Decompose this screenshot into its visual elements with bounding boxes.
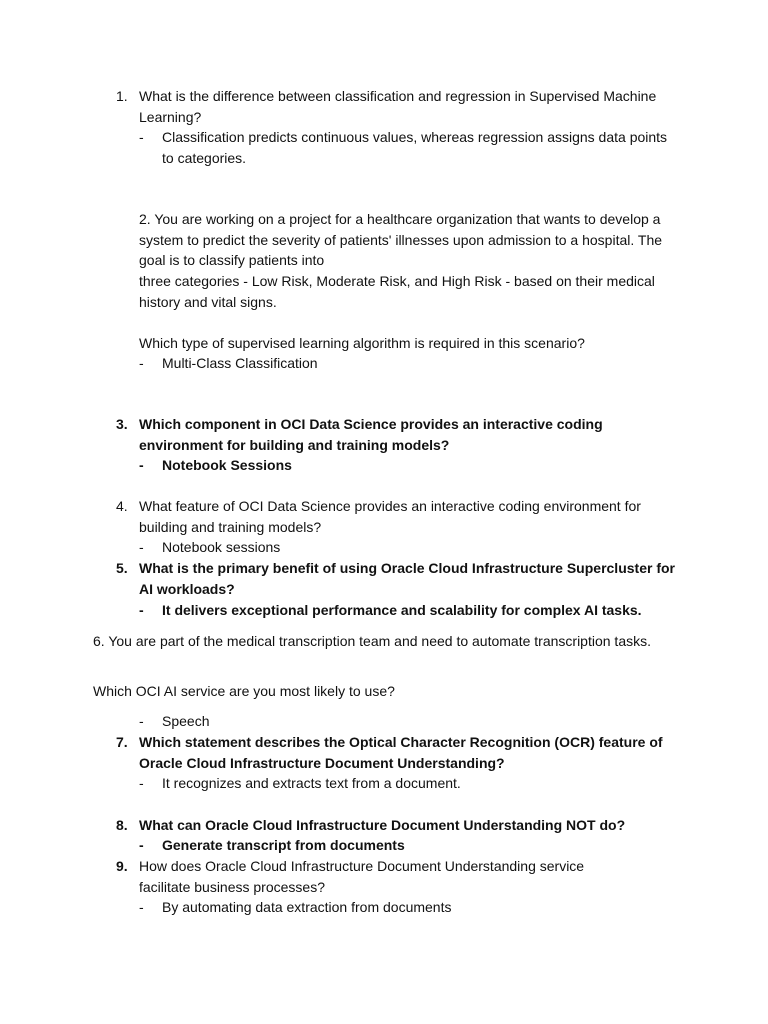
answer-text: Multi-Class Classification xyxy=(162,355,318,371)
question-text: What is the difference between classification and regression in Supervised Machine Learning? xyxy=(139,88,657,125)
answer-text: Classification predicts continuous values, whereas regression assigns data points to categories. xyxy=(162,129,668,166)
question-2-intro-continued: three categories - Low Risk, Moderate Risk, and High Risk - based on their medical history and vital signs. xyxy=(139,273,655,310)
answer-text: Speech xyxy=(162,713,210,729)
question-number: 3. xyxy=(116,416,128,432)
question-number: 4. xyxy=(116,498,128,514)
bullet-dash: - xyxy=(139,899,144,915)
answer-text: It delivers exceptional performance and scalability for complex AI tasks. xyxy=(162,602,642,618)
bullet-dash: - xyxy=(139,602,144,618)
bullet-dash: - xyxy=(139,129,144,145)
bullet-dash: - xyxy=(139,837,144,853)
question-2-intro: 2. You are working on a project for a healthcare organization that wants to develop a system to predict the severity of patients' illnesses upon admission to a hospital. The goal is to classify patients into xyxy=(139,211,663,269)
answer-text: It recognizes and extracts text from a document. xyxy=(162,775,461,791)
bullet-dash: - xyxy=(139,539,144,555)
question-6-intro: 6. You are part of the medical transcription team and need to automate transcription tasks. xyxy=(93,633,651,649)
question-number: 8. xyxy=(116,817,128,833)
answer-text: Generate transcript from documents xyxy=(162,837,405,853)
bullet-dash: - xyxy=(139,355,144,371)
bullet-dash: - xyxy=(139,775,144,791)
question-text: Which component in OCI Data Science provides an interactive coding environment for building and training models? xyxy=(139,416,603,453)
question-number: 1. xyxy=(116,88,128,104)
question-text: What can Oracle Cloud Infrastructure Document Understanding NOT do? xyxy=(139,817,626,833)
question-text: Which statement describes the Optical Character Recognition (OCR) feature of Oracle Cloud Infrastructure Document Understanding? xyxy=(139,734,663,771)
bullet-dash: - xyxy=(139,457,144,473)
question-2-text: Which type of supervised learning algorithm is required in this scenario? xyxy=(139,335,585,351)
question-text: What feature of OCI Data Science provides an interactive coding environment for building and training models? xyxy=(139,498,641,535)
answer-text: By automating data extraction from documents xyxy=(162,899,452,915)
question-number: 7. xyxy=(116,734,128,750)
answer-text: Notebook Sessions xyxy=(162,457,292,473)
answer-text: Notebook sessions xyxy=(162,539,281,555)
question-6-text: Which OCI AI service are you most likely to use? xyxy=(93,683,395,699)
question-number: 5. xyxy=(116,560,128,576)
question-text: What is the primary benefit of using Oracle Cloud Infrastructure Supercluster for AI workloads? xyxy=(139,560,675,597)
bullet-dash: - xyxy=(139,713,144,729)
question-number: 9. xyxy=(116,858,128,874)
question-text: How does Oracle Cloud Infrastructure Document Understanding service facilitate business processes? xyxy=(139,858,585,895)
